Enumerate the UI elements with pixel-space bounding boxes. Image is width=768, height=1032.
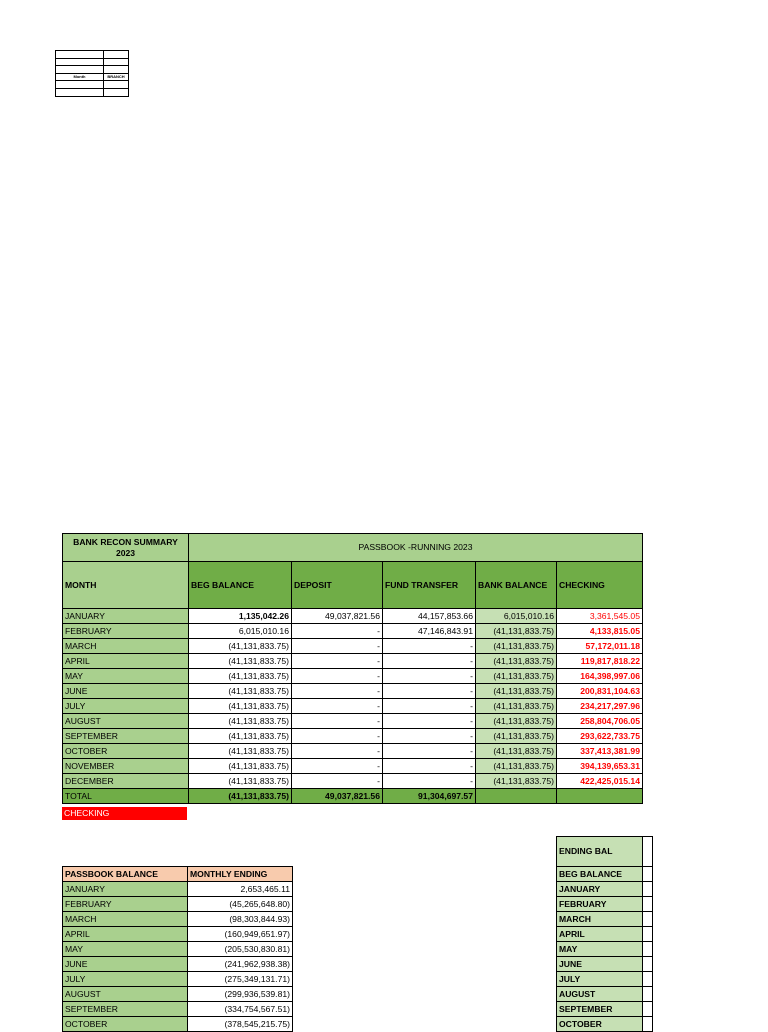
cell-month: APRIL <box>63 927 188 942</box>
total-label: TOTAL <box>63 789 189 804</box>
cell-ending-value <box>643 942 653 957</box>
total-checking <box>557 789 643 804</box>
cell-bank-balance: (41,131,833.75) <box>476 684 557 699</box>
cell-ending-value <box>643 1002 653 1017</box>
header-month: MONTH <box>63 562 189 609</box>
cell-bank-balance: (41,131,833.75) <box>476 774 557 789</box>
mini-cell <box>104 81 129 89</box>
cell-bank-balance: 6,015,010.16 <box>476 609 557 624</box>
bank-recon-summary-table <box>62 533 643 804</box>
cell-ending-label: SEPTEMBER <box>557 1002 643 1017</box>
total-beg-balance: (41,131,833.75) <box>189 789 292 804</box>
cell-beg-balance: (41,131,833.75) <box>189 759 292 774</box>
cell-month: AUGUST <box>63 987 188 1002</box>
table-row <box>63 609 643 624</box>
mini-header-table <box>55 50 129 97</box>
cell-fund-transfer: - <box>383 759 476 774</box>
cell-bank-balance: (41,131,833.75) <box>476 759 557 774</box>
table-row <box>63 654 643 669</box>
cell-monthly-ending: (241,962,938.38) <box>188 957 293 972</box>
header-deposit: DEPOSIT <box>292 562 383 609</box>
cell-ending-label: MARCH <box>557 912 643 927</box>
cell-month: MARCH <box>63 912 188 927</box>
cell-bank-balance: (41,131,833.75) <box>476 624 557 639</box>
table-row <box>557 897 653 912</box>
cell-deposit: - <box>292 699 383 714</box>
cell-month: NOVEMBER <box>63 759 189 774</box>
cell-ending-value <box>643 897 653 912</box>
cell-month: JUNE <box>63 957 188 972</box>
table-row <box>63 897 293 912</box>
cell-bank-balance: (41,131,833.75) <box>476 744 557 759</box>
cell-monthly-ending: (98,303,844.93) <box>188 912 293 927</box>
table-row <box>557 987 653 1002</box>
cell-month: JULY <box>63 972 188 987</box>
mini-cell <box>104 66 129 74</box>
cell-deposit: - <box>292 654 383 669</box>
cell-month: APRIL <box>63 654 189 669</box>
cell-monthly-ending: 2,653,465.11 <box>188 882 293 897</box>
table-row <box>63 774 643 789</box>
cell-beg-balance: (41,131,833.75) <box>189 684 292 699</box>
cell-month: SEPTEMBER <box>63 729 189 744</box>
table-row <box>557 1017 653 1032</box>
table-row <box>63 729 643 744</box>
cell-ending-label: BEG BALANCE <box>557 867 643 882</box>
cell-bank-balance: (41,131,833.75) <box>476 699 557 714</box>
cell-month: AUGUST <box>63 714 189 729</box>
ending-balance-table <box>556 836 653 1032</box>
table-row <box>63 669 643 684</box>
table-row <box>63 987 293 1002</box>
cell-month: JANUARY <box>63 609 189 624</box>
cell-checking: 258,804,706.05 <box>557 714 643 729</box>
cell-checking: 200,831,104.63 <box>557 684 643 699</box>
cell-checking: 234,217,297.96 <box>557 699 643 714</box>
cell-deposit: - <box>292 684 383 699</box>
cell-monthly-ending: (378,545,215.75) <box>188 1017 293 1032</box>
table-row <box>557 882 653 897</box>
cell-ending-label: FEBRUARY <box>557 897 643 912</box>
table-row <box>63 927 293 942</box>
header-passbook-balance: PASSBOOK BALANCE <box>63 867 188 882</box>
table-row <box>63 699 643 714</box>
header-ending-bal: ENDING BAL <box>557 837 643 867</box>
checking-tag: CHECKING <box>62 807 187 820</box>
cell-deposit: - <box>292 714 383 729</box>
cell-deposit: - <box>292 774 383 789</box>
cell-checking: 119,817,818.22 <box>557 654 643 669</box>
cell-fund-transfer: - <box>383 729 476 744</box>
total-fund-transfer: 91,304,697.57 <box>383 789 476 804</box>
table-row <box>557 942 653 957</box>
cell-checking: 394,139,653.31 <box>557 759 643 774</box>
table-row <box>63 972 293 987</box>
header-bank-balance: BANK BALANCE <box>476 562 557 609</box>
table-row <box>557 972 653 987</box>
mini-cell <box>104 51 129 59</box>
cell-ending-label: OCTOBER <box>557 1017 643 1032</box>
mini-branch-label: BRANCH <box>104 73 129 81</box>
cell-monthly-ending: (205,530,830.81) <box>188 942 293 957</box>
mini-cell <box>56 66 104 74</box>
table-row <box>557 927 653 942</box>
summary-title: BANK RECON SUMMARY 2023 <box>63 534 189 562</box>
table-row <box>63 639 643 654</box>
cell-beg-balance: (41,131,833.75) <box>189 669 292 684</box>
cell-fund-transfer: - <box>383 654 476 669</box>
cell-monthly-ending: (275,349,131.71) <box>188 972 293 987</box>
cell-checking: 422,425,015.14 <box>557 774 643 789</box>
cell-ending-label: AUGUST <box>557 987 643 1002</box>
cell-fund-transfer: - <box>383 699 476 714</box>
cell-beg-balance: (41,131,833.75) <box>189 744 292 759</box>
cell-fund-transfer: - <box>383 714 476 729</box>
table-row <box>63 957 293 972</box>
cell-checking: 3,361,545.05 <box>557 609 643 624</box>
mini-month-label: Month <box>56 73 104 81</box>
mini-cell <box>56 58 104 66</box>
cell-fund-transfer: - <box>383 669 476 684</box>
mini-cell <box>104 88 129 96</box>
table-row <box>557 867 653 882</box>
cell-deposit: - <box>292 639 383 654</box>
cell-month: MAY <box>63 669 189 684</box>
cell-beg-balance: (41,131,833.75) <box>189 654 292 669</box>
cell-checking: 337,413,381.99 <box>557 744 643 759</box>
cell-ending-label: JUNE <box>557 957 643 972</box>
cell-month: FEBRUARY <box>63 624 189 639</box>
cell-monthly-ending: (160,949,651.97) <box>188 927 293 942</box>
cell-monthly-ending: (299,936,539.81) <box>188 987 293 1002</box>
cell-bank-balance: (41,131,833.75) <box>476 654 557 669</box>
table-row <box>63 942 293 957</box>
header-fund-transfer: FUND TRANSFER <box>383 562 476 609</box>
cell-beg-balance: (41,131,833.75) <box>189 729 292 744</box>
cell-month: FEBRUARY <box>63 897 188 912</box>
mini-cell <box>56 81 104 89</box>
cell-fund-transfer: - <box>383 744 476 759</box>
cell-fund-transfer: - <box>383 774 476 789</box>
cell-bank-balance: (41,131,833.75) <box>476 714 557 729</box>
header-checking: CHECKING <box>557 562 643 609</box>
table-row <box>63 624 643 639</box>
cell-month: OCTOBER <box>63 1017 188 1032</box>
table-row <box>557 912 653 927</box>
passbook-balance-table <box>62 866 293 1032</box>
total-row <box>63 789 643 804</box>
mini-cell <box>56 51 104 59</box>
cell-month: OCTOBER <box>63 744 189 759</box>
cell-beg-balance: (41,131,833.75) <box>189 774 292 789</box>
cell-fund-transfer: - <box>383 639 476 654</box>
header-beg-balance: BEG BALANCE <box>189 562 292 609</box>
table-row <box>63 714 643 729</box>
cell-ending-value <box>643 987 653 1002</box>
cell-deposit: 49,037,821.56 <box>292 609 383 624</box>
total-deposit: 49,037,821.56 <box>292 789 383 804</box>
table-row <box>63 882 293 897</box>
cell-month: JANUARY <box>63 882 188 897</box>
passbook-running-title: PASSBOOK -RUNNING 2023 <box>189 534 643 562</box>
cell-beg-balance: 6,015,010.16 <box>189 624 292 639</box>
cell-ending-value <box>643 927 653 942</box>
table-row <box>63 684 643 699</box>
mini-cell <box>104 58 129 66</box>
cell-month: JUNE <box>63 684 189 699</box>
cell-deposit: - <box>292 624 383 639</box>
table-row <box>63 1002 293 1017</box>
header-monthly-ending: MONTHLY ENDING <box>188 867 293 882</box>
cell-checking: 293,622,733.75 <box>557 729 643 744</box>
cell-ending-value <box>643 1017 653 1032</box>
table-row <box>557 1002 653 1017</box>
cell-month: JULY <box>63 699 189 714</box>
cell-ending-label: APRIL <box>557 927 643 942</box>
ending-blank-cell <box>643 837 653 867</box>
table-row <box>557 957 653 972</box>
cell-ending-value <box>643 867 653 882</box>
cell-checking: 4,133,815.05 <box>557 624 643 639</box>
mini-cell <box>56 88 104 96</box>
table-row <box>63 912 293 927</box>
cell-deposit: - <box>292 759 383 774</box>
table-row <box>63 744 643 759</box>
cell-fund-transfer: 47,146,843.91 <box>383 624 476 639</box>
cell-month: MAY <box>63 942 188 957</box>
table-row <box>63 759 643 774</box>
cell-beg-balance: 1,135,042.26 <box>189 609 292 624</box>
cell-month: MARCH <box>63 639 189 654</box>
cell-ending-value <box>643 882 653 897</box>
cell-bank-balance: (41,131,833.75) <box>476 669 557 684</box>
cell-fund-transfer: - <box>383 684 476 699</box>
cell-fund-transfer: 44,157,853.66 <box>383 609 476 624</box>
cell-beg-balance: (41,131,833.75) <box>189 714 292 729</box>
table-row <box>63 1017 293 1032</box>
cell-ending-label: JANUARY <box>557 882 643 897</box>
cell-ending-value <box>643 912 653 927</box>
cell-ending-value <box>643 972 653 987</box>
cell-bank-balance: (41,131,833.75) <box>476 729 557 744</box>
cell-beg-balance: (41,131,833.75) <box>189 639 292 654</box>
cell-ending-label: MAY <box>557 942 643 957</box>
cell-checking: 164,398,997.06 <box>557 669 643 684</box>
cell-monthly-ending: (334,754,567.51) <box>188 1002 293 1017</box>
cell-deposit: - <box>292 669 383 684</box>
cell-month: DECEMBER <box>63 774 189 789</box>
cell-deposit: - <box>292 744 383 759</box>
cell-ending-value <box>643 957 653 972</box>
cell-beg-balance: (41,131,833.75) <box>189 699 292 714</box>
total-bank-balance <box>476 789 557 804</box>
cell-monthly-ending: (45,265,648.80) <box>188 897 293 912</box>
cell-month: SEPTEMBER <box>63 1002 188 1017</box>
cell-checking: 57,172,011.18 <box>557 639 643 654</box>
cell-bank-balance: (41,131,833.75) <box>476 639 557 654</box>
cell-ending-label: JULY <box>557 972 643 987</box>
cell-deposit: - <box>292 729 383 744</box>
